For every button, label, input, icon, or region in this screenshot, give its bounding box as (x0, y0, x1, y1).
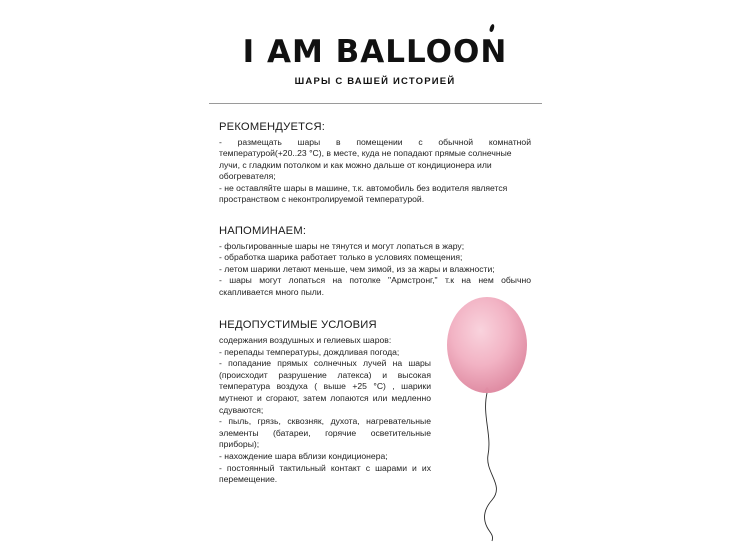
forbidden-line: (происходит разрушение латекса) и высокая (219, 369, 431, 380)
reminder-line: - летом шарики летают меньше, чем зимой, из за жары и влажности; (219, 263, 495, 274)
forbidden-line: сдуваются; (219, 404, 264, 415)
forbidden-heading: НЕДОПУСТИМЫЕ УСЛОВИЯ (219, 319, 377, 331)
brand-title: I AM BALLOON (242, 34, 508, 70)
brand-header (0, 34, 750, 87)
header-divider (209, 103, 542, 104)
forbidden-line: мутнеют и сгорают, затем лопаются или медленно (219, 392, 431, 403)
balloon-body (447, 297, 527, 393)
forbidden-line: температура воздуха ( выше +25 °С) , шарики (219, 381, 431, 392)
forbidden-line: элементы (батареи, горячие осветительные (219, 427, 431, 438)
recommended-line: - размещать шары в помещении с обычной комнатной (219, 137, 531, 147)
logo-accent-mark (489, 24, 495, 33)
reminder-heading: НАПОМИНАЕМ: (219, 225, 307, 237)
balloon-icon (430, 295, 550, 545)
forbidden-section (219, 318, 431, 486)
reminder-section (219, 224, 531, 298)
reminder-line: - обработка шарика работает только в условиях помещения; (219, 252, 463, 263)
forbidden-line: - пыль, грязь, сквозняк, духота, нагревательные (219, 416, 431, 427)
forbidden-line: - нахождение шара вблизи кондиционера; (219, 450, 388, 461)
reminder-line: - шары могут лопаться на потолке "Армстронг," т.к на нем обычно (219, 275, 531, 286)
brand-tagline: ШАРЫ С ВАШЕЙ ИСТОРИЕЙ (294, 76, 456, 87)
forbidden-line: - попадание прямых солнечных лучей на шары (219, 358, 431, 369)
recommended-line: - не оставляйте шары в машине, т.к. автомобиль без водителя является (219, 182, 508, 193)
recommended-line: обогревателя; (219, 171, 276, 182)
forbidden-line: перемещение. (219, 474, 278, 485)
recommended-heading: РЕКОМЕНДУЕТСЯ: (219, 121, 326, 133)
balloon-string (485, 393, 497, 541)
forbidden-line: - перепады температуры, дождливая погода; (219, 346, 400, 357)
reminder-line: скапливается много пыли. (219, 286, 324, 297)
recommended-line: температурой(+20..23 °С), в месте, куда не попадают прямые солнечные (219, 148, 512, 159)
recommended-line: лучи, с гладким потолком и как можно дальше от кондиционера или (219, 159, 492, 170)
recommended-line: пространством с неконтролируемой температурой. (219, 194, 425, 205)
forbidden-line: содержания воздушных и гелиевых шаров: (219, 335, 392, 345)
reminder-line: - фольгированные шары не тянутся и могут лопаться в жару; (219, 241, 465, 251)
recommended-section (219, 120, 531, 205)
balloon-illustration (430, 295, 550, 545)
forbidden-line: приборы); (219, 439, 260, 450)
forbidden-line: - постоянный тактильный контакт с шарами и их (219, 462, 431, 473)
brand-logo (243, 34, 508, 70)
